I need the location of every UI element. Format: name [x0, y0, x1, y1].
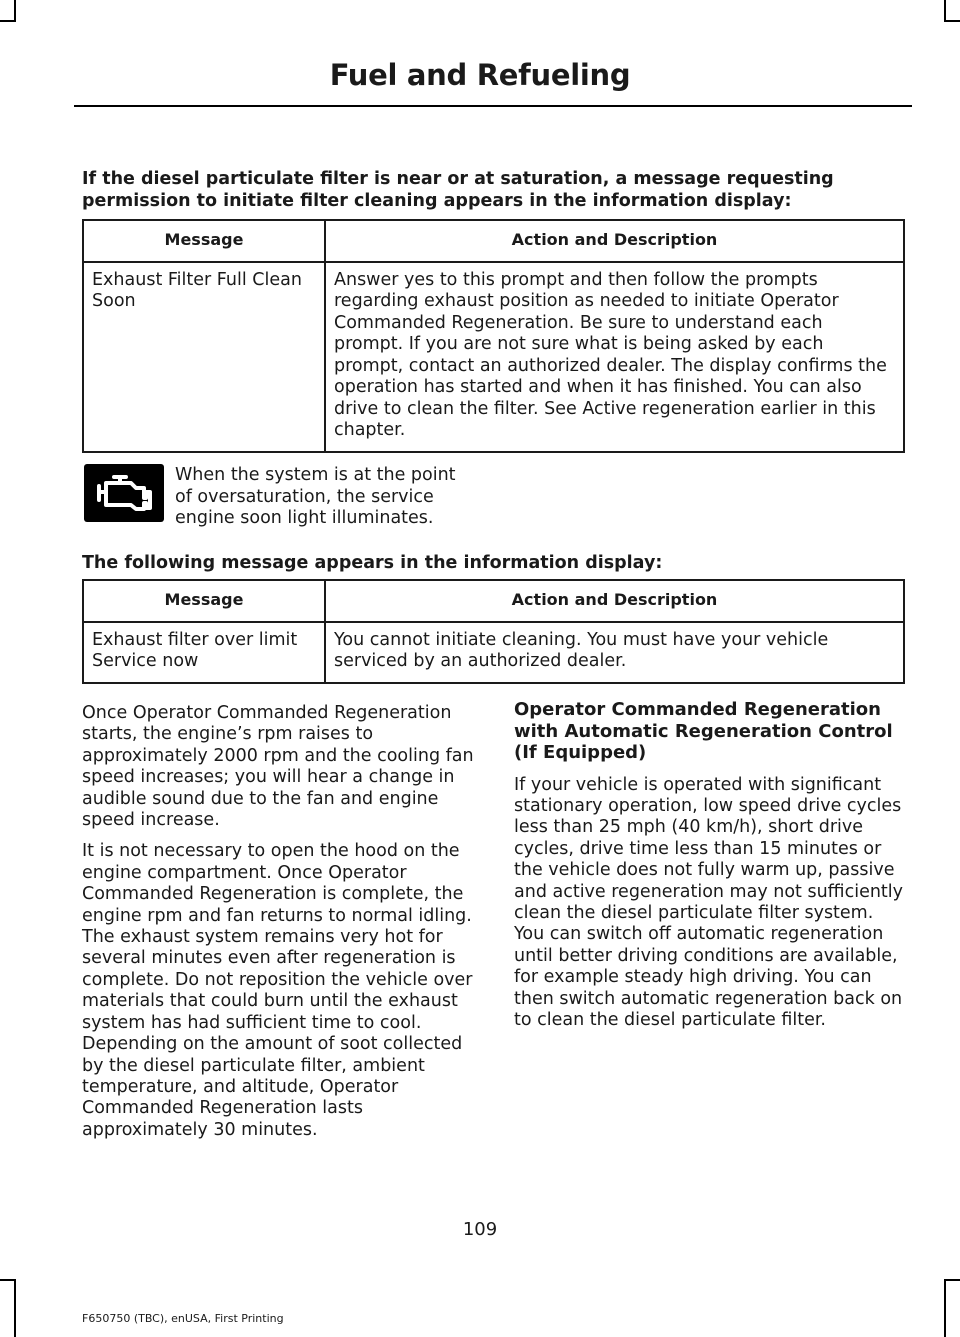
crop-mark	[944, 20, 960, 22]
section-heading: Operator Commanded Regeneration with Automatic Regeneration Control (If Equipped)	[514, 699, 893, 763]
message-table	[82, 219, 905, 453]
column-header-action: Action and Description	[325, 580, 904, 622]
body-paragraph: If your vehicle is operated with significant stationary operation, low speed drive cycles less than 25 mph (40 km/h), short drive cycles, drive time less than 15 minutes or the vehicle does not fully warm up, passive and active regeneration may not sufficiently clean the diesel particulate filter system. You can switch off automatic regeneration until better driving conditions are available, for example steady high driving. You can then switch automatic regeneration back on to clean the diesel particulate filter.	[514, 774, 904, 1030]
column-header-action: Action and Description	[325, 220, 904, 262]
crop-mark	[14, 0, 16, 20]
crop-mark	[0, 20, 16, 22]
section-intro: The following message appears in the information display:	[82, 553, 663, 573]
column-header-message: Message	[83, 220, 325, 262]
crop-mark	[944, 1279, 960, 1281]
action-cell: You cannot initiate cleaning. You must have your vehicle serviced by an authorized dealer.	[325, 622, 904, 683]
table-row	[83, 262, 904, 452]
crop-mark	[14, 1279, 16, 1337]
right-column	[514, 699, 906, 1041]
body-paragraph: It is not necessary to open the hood on the engine compartment. Once Operator Commanded Regeneration is complete, the engine rpm and fan returns to normal idling. The exhaust system remains very hot for several minutes even after regeneration is complete. Do not reposition the vehicle over materials that could burn until the exhaust system has had sufficient time to cool. Depending on the amount of soot collected by the diesel particulate filter, ambient temperature, and altitude, Operator Commanded Regeneration lasts approximately 30 minutes.	[82, 841, 473, 1140]
body-paragraph: Once Operator Commanded Regeneration starts, the engine’s rpm raises to approximately 2000 rpm and the cooling fan speed increases; you will hear a change in audible sound due to the fan and engine speed increase.	[82, 703, 474, 831]
table-header-row	[83, 580, 904, 622]
message-cell: Exhaust Filter Full Clean Soon	[83, 262, 325, 452]
page-number: 109	[462, 1219, 498, 1240]
engine-warning-icon	[84, 464, 164, 522]
message-table	[82, 579, 905, 684]
indicator-description: When the system is at the point of oversaturation, the service engine soon light illuminates.	[175, 465, 456, 528]
column-header-message: Message	[83, 580, 325, 622]
footer-text: F650750 (TBC), enUSA, First Printing	[82, 1312, 284, 1325]
crop-mark	[944, 0, 946, 20]
left-column	[82, 703, 474, 1151]
page-title: Fuel and Refueling	[329, 58, 631, 92]
header-divider	[74, 105, 912, 107]
crop-mark	[944, 1279, 946, 1337]
message-cell: Exhaust filter over limit Service now	[83, 622, 325, 683]
table-row	[83, 622, 904, 683]
action-cell: Answer yes to this prompt and then follow the prompts regarding exhaust position as needed to initiate Operator Commanded Regeneration. Be sure to understand each prompt. If you are not sure what is being asked by each prompt, contact an authorized dealer. The display confirms the operation has started and when it has finished. You can also drive to clean the filter. See Active regeneration earlier in this chapter.	[325, 262, 904, 452]
section-intro: If the diesel particulate filter is near or at saturation, a message requesting permission to initiate filter cleaning appears in the information display:	[82, 169, 834, 211]
table-header-row	[83, 220, 904, 262]
